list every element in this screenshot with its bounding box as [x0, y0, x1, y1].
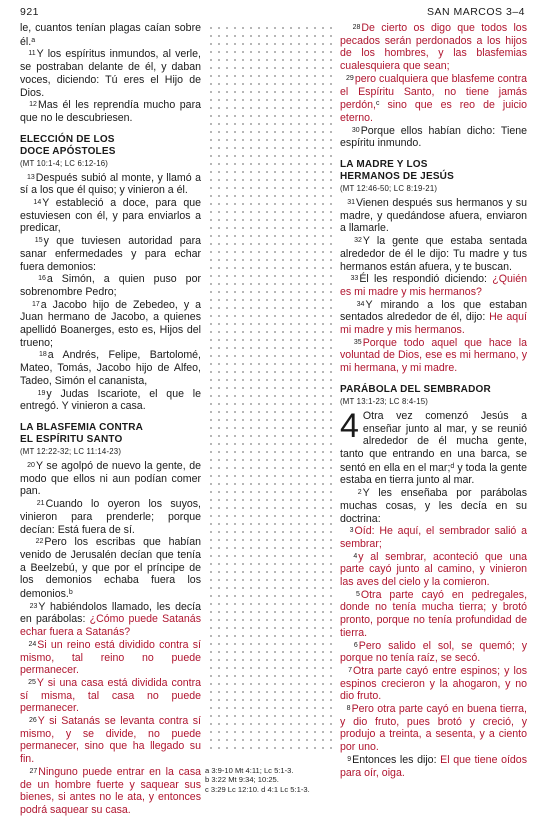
section-crossref: (MT 13:1-23; LC 8:4-15) [340, 396, 429, 406]
verse-30: 30Porque ellos habían dicho: Tiene espíritu inmundo. [340, 124, 527, 150]
verse-14: 14Y estableció a doce, para que estuviesen con él, y para enviarlos a predicar, [20, 197, 202, 235]
verse-13: 13Después subió al monte, y llamó a sí a los que él quiso; y vinieron a él. [20, 171, 201, 197]
verse-34: 34Y mirando a los que estaban sentados alrededor de él, dijo: He aquí mi madre y mis hermanos. [340, 298, 527, 337]
verse-26: 26Y si Satanás se levanta contra sí mismo, y se divide, no puede permanecer, sino que ha llegado su fin. [20, 715, 202, 766]
footnote: a 3:9-10 Mt 4:11; Lc 5:1-3. [205, 765, 294, 775]
footnote: c 3:29 Lc 12:10. d 4:1 Lc 5:1-3. [205, 784, 310, 794]
verse-21: 21Cuando lo oyeron los suyos, vinieron para prenderle; porque decían: Está fuera de sí. [20, 498, 201, 536]
verse-10: le, cuantos tenían plagas caían sobre él.$^a$ [20, 22, 201, 48]
verse-22: 22Pero los escribas que habían venido de Jerusalén decían que tenía a Beelzebú, y que por el príncipe de los demonios echaba fuera los demonios.$^b$ [20, 536, 202, 601]
section-crossref: (MT 10:1-4; LC 6:12-16) [20, 158, 109, 168]
verse-4: 4y al sembrar, aconteció que una parte cayó junto al camino, y vinieron las aves del cielo y la comieron. [340, 550, 527, 589]
verse-28: 28De cierto os digo que todos los pecados serán perdonados a los hijos de los hombres, y las blasfemias cualesquiera que sean; [340, 22, 527, 73]
page-header [20, 6, 525, 22]
verse-27: 27Ninguno puede entrar en la casa de un hombre fuerte y saquear sus bienes, si antes no le ata, y entonces podrá saquear su casa. [20, 765, 202, 816]
section-crossref: (MT 12:46-50; LC 8:19-21) [340, 184, 438, 194]
verse-33: 33Él les respondió diciendo: ¿Quién es mi madre y mis hermanos? [340, 273, 527, 298]
section-crossref: (MT 12:22-32; LC 11:14-23) [20, 446, 122, 456]
verse-35: 35Porque todo aquel que hace la voluntad de Dios, ese es mi hermano, y mi hermana, y mi madre. [340, 336, 527, 375]
section-heading: LA MADRE Y LOS HERMANOS DE JESÚS [340, 159, 454, 183]
verse-3: 3Oíd: He aquí, el sembrador salió a sembrar; [340, 525, 528, 550]
section-heading: ELECCIÓN DE LOS DOCE APÓSTOLES [20, 133, 116, 157]
verse-16: 16a Simón, a quien puso por sobrenombre Pedro; [20, 273, 201, 298]
verse-31: 31Vienen después sus hermanos y su madre, y quedándose afuera, enviaron a llamarle. [340, 197, 527, 235]
verse-23: 23Y habiéndolos llamado, les decía en parábolas: ¿Cómo puede Satanás echar fuera a Satanás? [20, 600, 201, 639]
verse-32: 32Y la gente que estaba sentada alrededor de él le dijo: Tu madre y tus hermanos están afuera, y te buscan. [340, 235, 528, 273]
verse-18: 18a Andrés, Felipe, Bartolomé, Mateo, Tomás, Jacobo hijo de Alfeo, Tadeo, Simón el cananista, [20, 349, 202, 387]
verse-6: 6Pero salido el sol, se quemó; y porque no tenía raíz, se secó. [340, 639, 527, 665]
footnote: b 3:22 Mt 9:34; 10:25. [205, 775, 279, 784]
footnotes [205, 766, 338, 795]
verse-1: 4 Otra vez comenzó Jesús a enseñar junto al mar, y se reunió alrededor de él mucha gente, tanto que entrando en una barca, se sentó en ella en el mar;$^d$ y toda la gente estaba en tierra junto al mar. [340, 406, 527, 487]
section-heading: LA BLASFEMIA CONTRA EL ESPÍRITU SANTO [20, 421, 144, 445]
verse-25: 25Y si una casa está dividida contra sí misma, tal casa no puede permanecer. [20, 676, 201, 715]
verse-17: 17a Jacobo hijo de Zebedeo, y a Juan hermano de Jacobo, a quienes apellidó Boanerges, esto es, Hijos del trueno; [20, 298, 201, 349]
verse-9: 9Entonces les dijo: El que tiene oídos para oír, oiga. [340, 753, 527, 779]
text-column-right [340, 22, 527, 796]
verse-15: 15y que tuviesen autoridad para sanar enfermedades y para echar fuera demonios: [20, 235, 201, 273]
verse-12: 12Mas él les reprendía mucho para que no le descubriesen. [20, 99, 201, 124]
verse-2: 2Y les enseñaba por parábolas muchas cosas, y les decía en su doctrina: [340, 487, 527, 525]
verse-24: 24Si un reino está dividido contra sí mismo, tal reino no puede permanecer. [20, 638, 201, 677]
page-number: 921 [20, 6, 40, 18]
verse-7: 7Otra parte cayó entre espinos; y los espinos crecieron y la ahogaron, y no dio fruto. [340, 664, 528, 703]
verse-8: 8Pero otra parte cayó en buena tierra, y dio fruto, pues brotó y creció, y produjo a treinta, a sesenta, y a ciento por uno. [340, 703, 527, 754]
running-head: SAN MARCOS 3–4 [426, 6, 525, 18]
verse-20: 20Y se agolpó de nuevo la gente, de modo que ellos ni aun podían comer pan. [20, 459, 201, 498]
verse-5: 5Otra parte cayó en pedregales, donde no tenía mucha tierra; y brotó pronto, porque no tenía profundidad de tierra. [340, 588, 528, 639]
dotted-notes-area [205, 22, 338, 752]
section-heading: PARÁBOLA DEL SEMBRADOR [340, 383, 491, 395]
verse-11: 11Y los espíritus inmundos, al verle, se postraban delante de él, y daban voces, diciendo: Tú eres el Hijo de Dios. [20, 48, 201, 99]
verse-29: 29pero cualquiera que blasfeme contra el Espíritu Santo, no tiene jamás perdón,$^c$ sino que es reo de juicio eterno. [340, 72, 528, 124]
verse-19: 19y Judas Iscariote, el que le entregó. Y vinieron a casa. [20, 387, 201, 413]
text-column-left [20, 22, 202, 816]
chapter-number: 4 [340, 406, 359, 445]
